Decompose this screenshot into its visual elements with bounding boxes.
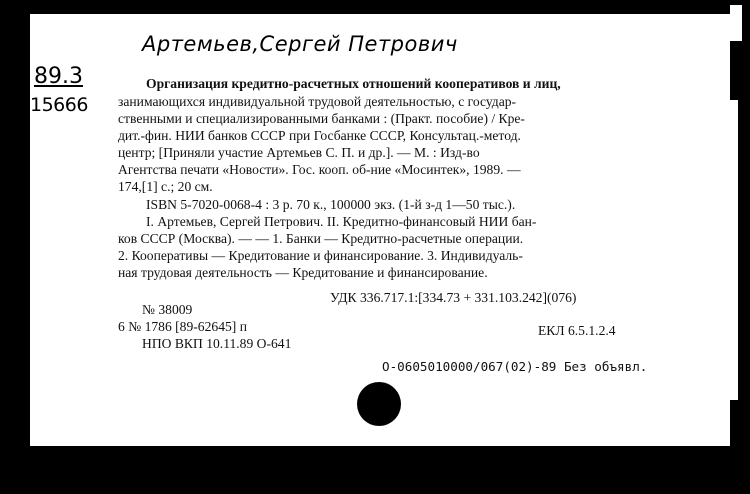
scan-edge-fragment xyxy=(730,5,742,41)
body-line: ISBN 5-7020-0068-4 : 3 р. 70 к., 100000 экз. (1-й з-д 1—50 тыс.). xyxy=(146,197,516,212)
npo-stamp: НПО ВКП 10.11.89 О-641 xyxy=(142,336,292,351)
handwritten-inventory-number: 15666 xyxy=(30,94,88,116)
ekl-index: ЕКЛ 6.5.1.2.4 xyxy=(538,323,616,338)
card-number: № 38009 xyxy=(142,302,193,317)
body-line: Агентства печати «Новости». Гос. кооп. об-ние «Мосинтек», 1989. — xyxy=(118,162,521,177)
punch-hole xyxy=(357,382,401,426)
body-line: ков СССР (Москва). — — 1. Банки — Кредитно-расчетные операции. xyxy=(118,231,524,246)
order-number: 6 № 1786 [89-62645] п xyxy=(118,319,247,334)
udk-index: УДК 336.717.1:[334.73 + 331.103.242](076) xyxy=(330,290,577,305)
scan-edge-bottom xyxy=(30,446,730,494)
scan-edge-fragment xyxy=(730,100,738,400)
body-line: 2. Кооперативы — Кредитование и финансирование. 3. Индивидуаль- xyxy=(118,248,523,263)
body-line: дит.-фин. НИИ банков СССР при Госбанке СССР, Консультац.-метод. xyxy=(118,128,521,143)
handwritten-classification: 89.3 xyxy=(34,64,83,89)
body-line: ная трудовая деятельность — Кредитование и финансирование. xyxy=(118,265,488,280)
body-line: ственными и специализированными банками : (Практ. пособие) / Кре- xyxy=(118,111,525,126)
publication-code: О-0605010000/067(02)-89 Без объявл. xyxy=(382,359,648,374)
body-line: занимающихся индивидуальной трудовой деятельностью, с государ- xyxy=(118,94,517,109)
body-line: I. Артемьев, Сергей Петрович. II. Кредитно-финансовый НИИ бан- xyxy=(146,214,537,229)
body-line: Организация кредитно-расчетных отношений кооперативов и лиц, xyxy=(146,76,561,91)
body-line: 174,[1] с.; 20 см. xyxy=(118,179,213,194)
handwritten-author: Артемьев,Сергей Петрович xyxy=(142,32,458,56)
body-line: центр; [Приняли участие Артемьев С. П. и др.]. — М. : Изд-во xyxy=(118,145,480,160)
